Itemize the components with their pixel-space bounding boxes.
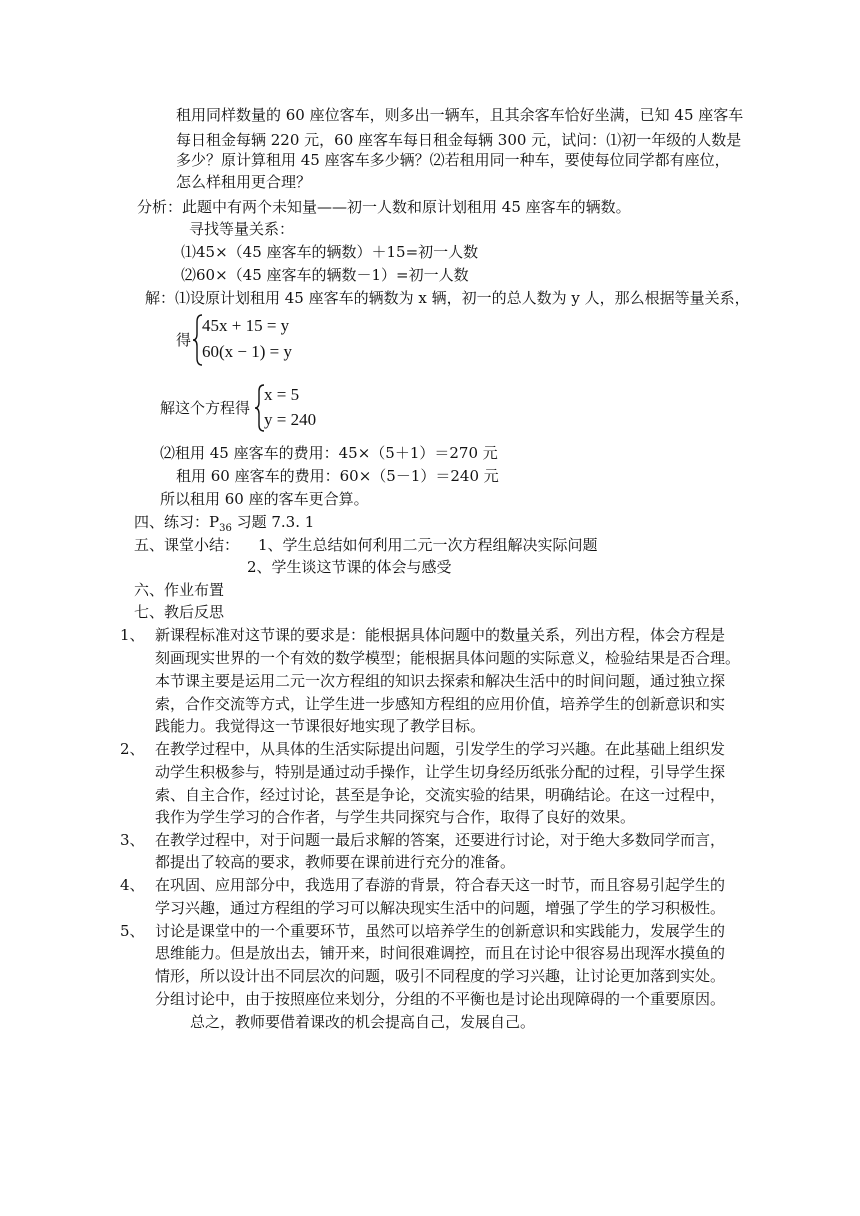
reflection-5-line-2: 思维能力。但是放出去，铺开来，时间很难调控，而且在讨论中很容易出现浑水摸鱼的 (155, 944, 726, 962)
reflection-1-line-4: 索，合作交流等方式，让学生进一步感知方程组的应用价值，培养学生的创新意识和实 (155, 695, 726, 713)
reflection-1-line-1: 新课程标准对这节课的要求是：能根据具体问题中的数量关系，列出方程，体会方程是 (155, 626, 726, 644)
section-homework: 六、作业布置 (134, 581, 225, 599)
solution-cost-60: 租用 60 座客车的费用：60×（5－1）＝240 元 (176, 467, 499, 485)
problem-line-3: 多少？原计算租用 45 座客车多少辆？⑵若租用同一种车，要使每位同学都有座位， (176, 151, 730, 169)
reflection-5-line-4: 分组讨论中，由于按照座位来划分，分组的不平衡也是讨论出现障碍的一个重要原因。 (155, 990, 726, 1008)
reflection-1-line-5: 践能力。我觉得这一节课很好地实现了教学目标。 (155, 717, 486, 735)
section-summary-item-2: 2、学生谈这节课的体会与感受 (247, 558, 452, 576)
section-summary-heading: 五、课堂小结： (134, 536, 240, 554)
reflection-2-line-1: 在教学过程中，从具体的生活实际提出问题，引发学生的学习兴趣。在此基础上组织发 (155, 740, 726, 758)
analysis-find: 寻找等量关系： (189, 220, 295, 238)
system2-equation-2: y = 240 (264, 410, 317, 429)
solution-conclusion: 所以租用 60 座的客车更合算。 (160, 490, 369, 508)
reflection-3-line-1: 在教学过程中，对于问题一最后求解的答案，还要进行讨论，对于绝大多数同学而言， (155, 831, 726, 849)
reflection-1-number: 1、 (120, 626, 145, 644)
reflection-1-line-3: 本节课主要是运用二元一次方程组的知识去探索和解决生活中的时间问题，通过独立探 (155, 672, 726, 690)
reflection-2-number: 2、 (120, 740, 145, 758)
system1-equation-2: 60(x − 1) = y (202, 342, 292, 361)
problem-line-2: 每日租金每辆 220 元，60 座客车每日租金每辆 300 元，试问：⑴初一年级的人数是 (176, 131, 742, 149)
analysis-intro: 分析：此题中有两个未知量——初一人数和原计划租用 45 座客车的辆数。 (137, 198, 631, 216)
practice-prefix: 四、练习：P (134, 513, 220, 531)
analysis-relation-2: ⑵60×（45 座客车的辆数－1）=初一人数 (181, 266, 469, 284)
section-summary-item-1: 1、学生总结如何利用二元一次方程组解决实际问题 (258, 536, 598, 554)
system1-equation-1: 45x + 15 = y (202, 316, 290, 335)
closing-remark: 总之，教师要借着课改的机会提高自己，发展自己。 (190, 1013, 536, 1031)
reflection-5-line-3: 情形，所以设计出不同层次的问题，吸引不同程度的学习兴趣，让讨论更加落到实处。 (155, 967, 726, 985)
practice-page-subscript: 36 (219, 523, 232, 534)
solution-cost-45: ⑵租用 45 座客车的费用：45×（5＋1）＝270 元 (160, 444, 498, 462)
solution-de: 得 (176, 331, 192, 349)
problem-line-1: 租用同样数量的 60 座位客车，则多出一辆车，且其余客车恰好坐满，已知 45 座客车 (176, 106, 744, 124)
reflection-3-line-2: 都提出了较高的要求，教师要在课前进行充分的准备。 (155, 853, 516, 871)
problem-line-4: 怎么样租用更合理？ (176, 173, 312, 191)
reflection-4-line-2: 学习兴趣，通过方程组的学习可以解决现实生活中的问题，增强了学生的学习积极性。 (155, 899, 726, 917)
reflection-5-number: 5、 (120, 922, 145, 940)
reflection-1-line-2: 刻画现实世界的一个有效的数学模型；能根据具体问题的实际意义，检验结果是否合理。 (155, 649, 741, 667)
reflection-2-line-4: 我作为学生学习的合作者，与学生共同探究与合作，取得了良好的效果。 (155, 808, 636, 826)
reflection-5-line-1: 讨论是课堂中的一个重要环节，虽然可以培养学生的创新意识和实践能力，发展学生的 (155, 922, 726, 940)
reflection-2-line-3: 索、自主合作，经过讨论，甚至是争论，交流实验的结果，明确结论。在这一过程中， (155, 786, 726, 804)
analysis-relation-1: ⑴45×（45 座客车的辆数）＋15=初一人数 (181, 243, 479, 261)
reflection-2-line-2: 动学生积极参与，特别是通过动手操作，让学生切身经历纸张分配的过程，引导学生探 (155, 763, 726, 781)
practice-suffix: 习题 7.3. 1 (231, 513, 315, 531)
reflection-4-number: 4、 (120, 876, 145, 894)
reflection-4-line-1: 在巩固、应用部分中，我选用了春游的背景，符合春天这一时节，而且容易引起学生的 (155, 876, 726, 894)
solution-solve-label: 解这个方程得 (160, 399, 251, 417)
solution-line-1: 解：⑴设原计划租用 45 座客车的辆数为 x 辆，初一的总人数为 y 人，那么根据等量关系， (145, 289, 750, 307)
system2-equation-1: x = 5 (264, 385, 300, 404)
section-reflection: 七、教后反思 (134, 603, 225, 621)
reflection-3-number: 3、 (120, 831, 145, 849)
